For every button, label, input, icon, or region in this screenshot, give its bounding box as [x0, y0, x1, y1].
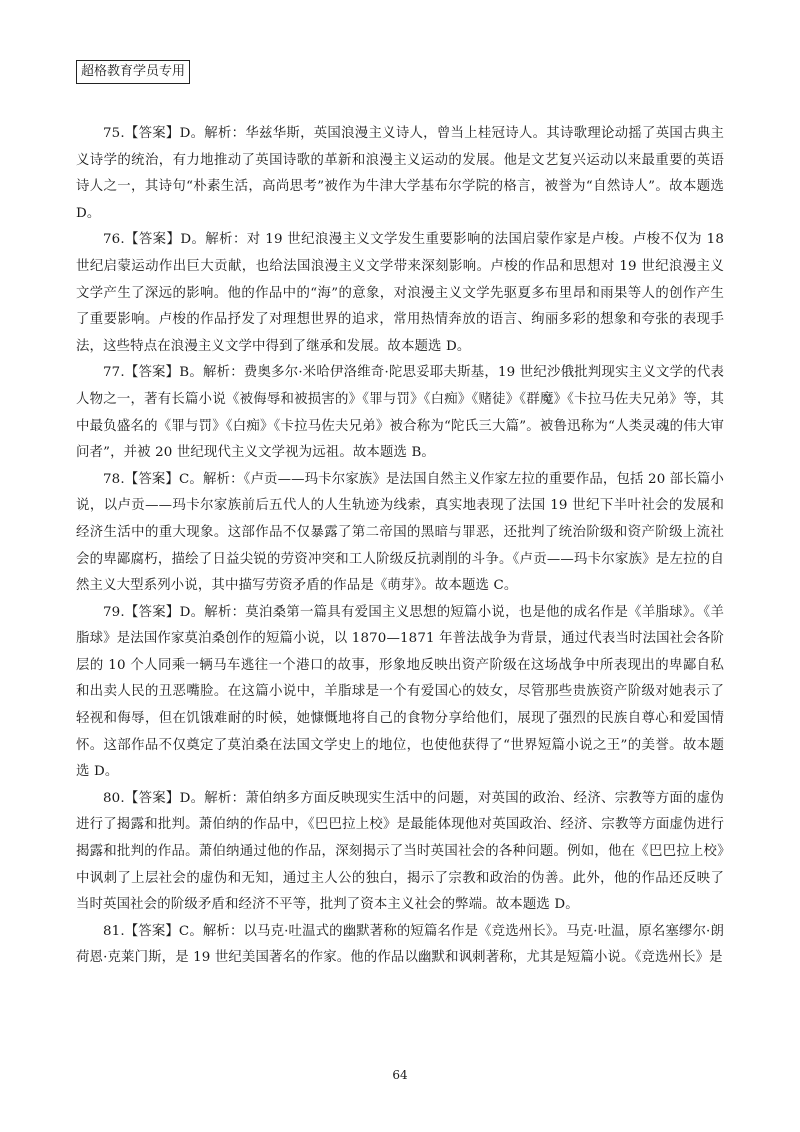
- answer-content: [76, 121, 724, 972]
- page-number: 64: [392, 1068, 408, 1082]
- answer-78: 78.【答案】C。解析：《卢贡——玛卡尔家族》是法国自然主义作家左拉的重要作品，包括 20 部长篇小说，以卢贡——玛卡尔家族前后五代人的人生轨迹为线索，真实地表现了法国 19 世纪下半叶社会的发展和经济生活中的重大现象。这部作品不仅暴露了第二帝国的黑暗与罪恶，还批判了统治阶级和资产阶级上流社会的卑鄙腐朽，描绘了日益尖锐的劳资冲突和工人阶级反抗剥削的斗争。《卢贡——玛卡尔家族》是左拉的自然主义大型系列小说，其中描写劳资矛盾的作品是《萌芽》。故本题选 C。: [76, 471, 724, 594]
- answer-77: 77.【答案】B。解析：费奥多尔·米哈伊洛维奇·陀思妥耶夫斯基，19 世纪沙俄批判现实主义文学的代表人物之一，著有长篇小说《被侮辱和被损害的》《罪与罚》《白痴》《赌徒》《群魔》《卡拉马佐夫兄弟》等，其中最负盛名的《罪与罚》《白痴》《卡拉马佐夫兄弟》被合称为“陀氏三大篇”。被鲁迅称为“人类灵魂的伟大审问者”，并被 20 世纪现代主义文学视为远祖。故本题选 B。: [76, 365, 724, 461]
- answer-76: 76.【答案】D。解析：对 19 世纪浪漫主义文学发生重要影响的法国启蒙作家是卢梭。卢梭不仅为 18 世纪启蒙运动作出巨大贡献，也给法国浪漫主义文学带来深刻影响。卢梭的作品和思想对 19 世纪浪漫主义文学产生了深远的影响。他的作品中的“海”的意象，对浪漫主义文学先驱夏多布里昂和雨果等人的创作产生了重要影响。卢梭的作品抒发了对理想世界的追求，常用热情奔放的语言、绚丽多彩的想象和夸张的表现手法，这些特点在浪漫主义文学中得到了继承和发展。故本题选 D。: [76, 232, 724, 354]
- answer-75: 75.【答案】D。解析：华兹华斯，英国浪漫主义诗人，曾当上桂冠诗人。其诗歌理论动摇了英国古典主义诗学的统治，有力地推动了英国诗歌的革新和浪漫主义运动的发展。他是文艺复兴运动以来最重要的英语诗人之一，其诗句“朴素生活，高尚思考”被作为牛津大学基布尔学院的格言，被誉为“自然诗人”。故本题选 D。: [76, 126, 724, 221]
- header-tag: 超格教育学员专用: [76, 60, 190, 84]
- answer-81: 81.【答案】C。解析：以马克·吐温式的幽默著称的短篇名作是《竞选州长》。马克·吐温，原名塞缪尔·朗荷恩·克莱门斯，是 19 世纪美国著名的作家。他的作品以幽默和讽刺著称，尤其是短篇小说。《竞选州长》是: [76, 923, 724, 966]
- answer-79: 79.【答案】D。解析：莫泊桑第一篇具有爱国主义思想的短篇小说，也是他的成名作是《羊脂球》。《羊脂球》是法国作家莫泊桑创作的短篇小说，以 1870—1871 年普法战争为背景，通过代表当时法国社会各阶层的 10 个人同乘一辆马车逃往一个港口的故事，形象地反映出资产阶级在这场战争中所表现出的卑鄙自私和出卖人民的丑恶嘴脸。在这篇小说中，羊脂球是一个有爱国心的妓女，尽管那些贵族资产阶级对她表示了轻视和侮辱，但在饥饿难耐的时候，她慷慨地将自己的食物分享给他们，展现了强烈的民族自尊心和爱国情怀。这部作品不仅奠定了莫泊桑在法国文学史上的地位，也使他获得了“世界短篇小说之王”的美誉。故本题选 D。: [76, 604, 724, 780]
- answer-80: 80.【答案】D。解析：萧伯纳多方面反映现实生活中的问题，对英国的政治、经济、宗教等方面的虚伪进行了揭露和批判。萧伯纳的作品中，《巴巴拉上校》是最能体现他对英国政治、经济、宗教等方面虚伪进行揭露和批判的作品。萧伯纳通过他的作品，深刻揭示了当时英国社会的各种问题。例如，他在《巴巴拉上校》中讽刺了上层社会的虚伪和无知，通过主人公的独白，揭示了宗教和政治的伪善。此外，他的作品还反映了当时英国社会的阶级矛盾和经济不平等，批判了资本主义社会的弊端。故本题选 D。: [76, 790, 724, 913]
